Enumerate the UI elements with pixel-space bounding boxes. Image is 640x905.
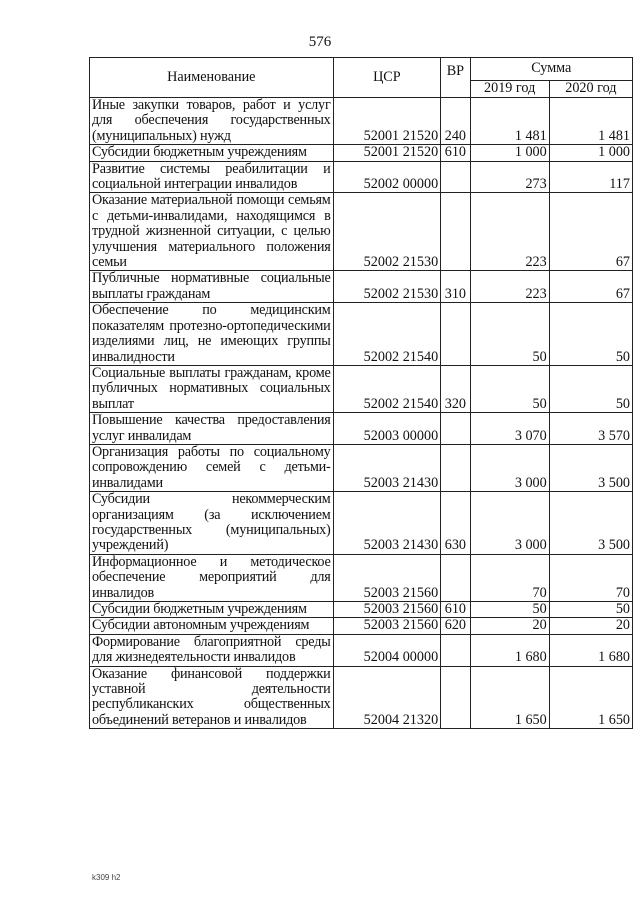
row-csr: 52001 21520 <box>333 145 441 161</box>
row-vr: 310 <box>441 271 470 303</box>
row-name: Субсидии бюджетным учреждениям <box>90 145 334 161</box>
header-sum: Сумма <box>470 58 632 81</box>
row-csr: 52002 21540 <box>333 365 441 412</box>
row-vr: 620 <box>441 618 470 634</box>
table-row <box>90 365 633 412</box>
row-sum-2020: 3 500 <box>549 444 632 491</box>
row-sum-2020: 50 <box>549 365 632 412</box>
row-name: Оказание финансовой поддержки уставной деятельности республиканских общественных объединений ветеранов и инвалидов <box>90 666 334 729</box>
row-name: Обеспечение по медицинским показателям протезно-ортопедическими изделиями лиц, не имеющих группы инвалидности <box>90 303 334 366</box>
row-sum-2019: 1 650 <box>470 666 549 729</box>
row-sum-2020: 50 <box>549 303 632 366</box>
row-vr <box>441 161 470 193</box>
row-csr: 52002 21530 <box>333 193 441 271</box>
row-vr <box>441 303 470 366</box>
table-row <box>90 554 633 601</box>
row-name: Субсидии некоммерческим организациям (за исключением государственных (муниципальных) учреждений) <box>90 492 334 555</box>
row-name: Формирование благоприятной среды для жизнедеятельности инвалидов <box>90 634 334 666</box>
row-csr: 52003 21430 <box>333 492 441 555</box>
row-csr: 52001 21520 <box>333 98 441 145</box>
row-vr <box>441 634 470 666</box>
header-csr: ЦСР <box>333 58 441 98</box>
row-name: Социальные выплаты гражданам, кроме публичных нормативных социальных выплат <box>90 365 334 412</box>
table-row <box>90 271 633 303</box>
row-sum-2019: 50 <box>470 602 549 618</box>
footer-code: k309 h2 <box>92 873 121 882</box>
row-sum-2020: 70 <box>549 554 632 601</box>
row-sum-2020: 67 <box>549 193 632 271</box>
row-name: Иные закупки товаров, работ и услуг для обеспечения государственных (муниципальных) нужд <box>90 98 334 145</box>
row-vr: 610 <box>441 145 470 161</box>
row-vr <box>441 413 470 445</box>
row-vr: 240 <box>441 98 470 145</box>
row-sum-2020: 50 <box>549 602 632 618</box>
table-row <box>90 413 633 445</box>
table-row <box>90 161 633 193</box>
header-year-2019: 2019 год <box>470 81 549 98</box>
row-sum-2019: 273 <box>470 161 549 193</box>
row-name: Информационное и методическое обеспечение мероприятий для инвалидов <box>90 554 334 601</box>
row-sum-2019: 223 <box>470 193 549 271</box>
row-vr <box>441 554 470 601</box>
row-sum-2019: 1 000 <box>470 145 549 161</box>
row-name: Публичные нормативные социальные выплаты гражданам <box>90 271 334 303</box>
row-sum-2019: 223 <box>470 271 549 303</box>
row-sum-2019: 70 <box>470 554 549 601</box>
header-row <box>90 58 633 81</box>
row-sum-2020: 1 000 <box>549 145 632 161</box>
row-sum-2019: 1 680 <box>470 634 549 666</box>
row-sum-2020: 1 481 <box>549 98 632 145</box>
row-csr: 52003 00000 <box>333 413 441 445</box>
row-csr: 52002 21530 <box>333 271 441 303</box>
row-sum-2020: 20 <box>549 618 632 634</box>
row-sum-2019: 50 <box>470 365 549 412</box>
page-number: 576 <box>308 34 332 50</box>
row-sum-2019: 3 070 <box>470 413 549 445</box>
table-row <box>90 666 633 729</box>
row-csr: 52003 21560 <box>333 554 441 601</box>
table-row <box>90 145 633 161</box>
budget-table-container <box>89 57 633 729</box>
row-csr: 52003 21560 <box>333 618 441 634</box>
budget-table <box>89 57 633 729</box>
table-row <box>90 303 633 366</box>
row-sum-2020: 67 <box>549 271 632 303</box>
row-sum-2019: 1 481 <box>470 98 549 145</box>
table-row <box>90 98 633 145</box>
row-csr: 52003 21560 <box>333 602 441 618</box>
table-body <box>90 98 633 729</box>
row-csr: 52002 00000 <box>333 161 441 193</box>
header-year-2020: 2020 год <box>549 81 632 98</box>
table-row <box>90 602 633 618</box>
row-sum-2019: 50 <box>470 303 549 366</box>
table-row <box>90 618 633 634</box>
row-vr <box>441 444 470 491</box>
row-name: Повышение качества предоставления услуг инвалидам <box>90 413 334 445</box>
row-sum-2020: 3 570 <box>549 413 632 445</box>
row-name: Развитие системы реабилитации и социальной интеграции инвалидов <box>90 161 334 193</box>
row-name: Субсидии автономным учреждениям <box>90 618 334 634</box>
row-sum-2020: 3 500 <box>549 492 632 555</box>
row-csr: 52002 21540 <box>333 303 441 366</box>
table-row <box>90 444 633 491</box>
row-vr: 320 <box>441 365 470 412</box>
row-name: Организация работы по социальному сопровождению семей с детьми-инвалидами <box>90 444 334 491</box>
row-name: Субсидии бюджетным учреждениям <box>90 602 334 618</box>
row-sum-2019: 20 <box>470 618 549 634</box>
row-csr: 52004 00000 <box>333 634 441 666</box>
row-sum-2019: 3 000 <box>470 444 549 491</box>
row-name: Оказание материальной помощи семьям с детьми-инвалидами, находящимся в трудной жизненной ситуации, с целью улучшения материального положения семьи <box>90 193 334 271</box>
row-sum-2020: 117 <box>549 161 632 193</box>
header-name: Наименование <box>90 58 334 98</box>
table-row <box>90 634 633 666</box>
row-vr <box>441 193 470 271</box>
row-sum-2020: 1 680 <box>549 634 632 666</box>
header-vr: ВР <box>441 58 470 98</box>
row-sum-2020: 1 650 <box>549 666 632 729</box>
table-row <box>90 492 633 555</box>
row-csr: 52003 21430 <box>333 444 441 491</box>
row-vr: 610 <box>441 602 470 618</box>
table-row <box>90 193 633 271</box>
row-sum-2019: 3 000 <box>470 492 549 555</box>
row-csr: 52004 21320 <box>333 666 441 729</box>
row-vr <box>441 666 470 729</box>
row-vr: 630 <box>441 492 470 555</box>
